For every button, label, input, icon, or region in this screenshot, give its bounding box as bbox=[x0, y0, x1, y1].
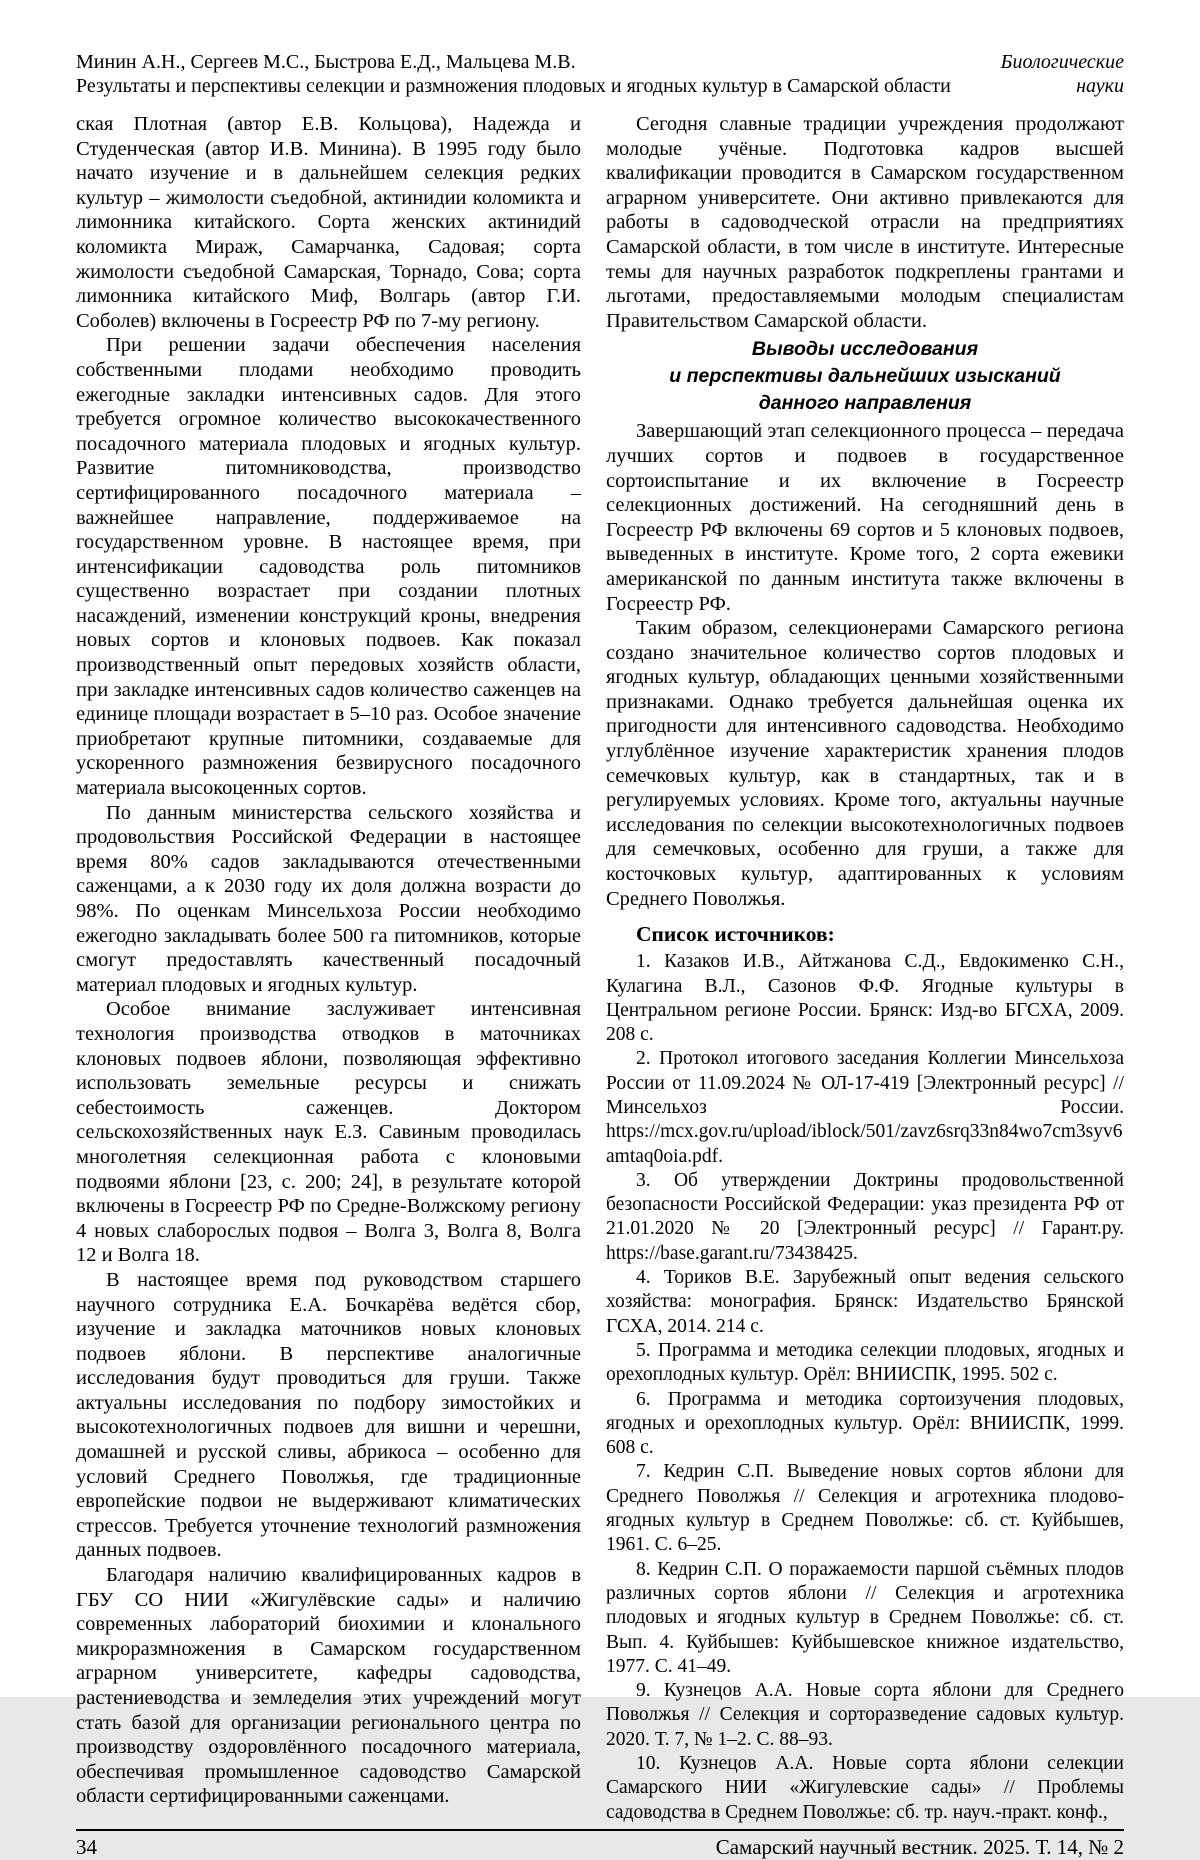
paragraph: Таким образом, селекционерами Самарского региона создано значительное количество сортов плодовых и ягодных культур, обладающих ценными хозяйственными признаками. Однако требуется дальнейшая оценка их пригодности для интенсивного садоводства. Необходимо углублённое изучение характеристик хранения плодов семечковых культур, как в стандартных, так и в регулируемых условиях. Кроме того, актуальны научные исследования по селекции высокотехнологичных подвоев для семечковых, особенно для груши, а также для косточковых культур, адаптированных к условиям Среднего Поволжья. bbox=[606, 617, 1124, 910]
header-row-1 bbox=[76, 50, 1124, 74]
reference-item: 10. Кузнецов А.А. Новые сорта яблони селекции Самарского НИИ «Жигулевские сады» // Проблемы садоводства в Среднем Поволжье: сб. тр. науч.-практ. конф., bbox=[606, 1753, 1124, 1823]
article-body bbox=[76, 112, 1124, 1825]
reference-item: 5. Программа и методика селекции плодовых, ягодных и орехоплодных культур. Орёл: ВНИИСПК, 1995. 502 с. bbox=[606, 1339, 1124, 1386]
reference-item: 3. Об утверждении Доктрины продовольственной безопасности Российской Федерации: указ президента РФ от 21.01.2020 № 20 [Электронный ресурс] // Гарант.ру. https://base.garant.ru/73438425. bbox=[606, 1169, 1124, 1264]
paragraph: Сегодня славные традиции учреждения продолжают молодые учёные. Подготовка кадров высшей квалификации проводится в Самарском государственном аграрном университете. Они активно привлекаются для работы в садоводческой отрасли на предприятиях Самарской области, в том числе в институте. Интересные темы для научных разработок подкреплены грантами и льготами, предоставляемыми молодым специалистам Правительством Самарской области. bbox=[606, 113, 1124, 332]
reference-item: 9. Кузнецов А.А. Новые сорта яблони для Среднего Поволжья // Селекция и сорторазведение садовых культур. 2020. Т. 7, № 1–2. С. 88–93. bbox=[606, 1680, 1124, 1750]
header-authors: Минин А.Н., Сергеев М.С., Быстрова Е.Д., Мальцева М.В. bbox=[76, 51, 576, 73]
conclusions-heading-line: и перспективы дальнейших изысканий bbox=[669, 365, 1061, 388]
right-column bbox=[606, 112, 1124, 1825]
paragraph: Особое внимание заслуживает интенсивная технология производства отводков в маточниках клоновых подвоев яблони, позволяющая эффективно использовать земельные ресурсы и снижать себестоимость саженцев. Доктором сельскохозяйственных наук Е.З. Савиным проводилась многолетняя селекционная работа с клоновыми подвоями яблони [23, с. 200; 24], в результате которой включены в Госреестр РФ по Средне-Волжскому региону 4 новых слаборослых подвоя – Волга 3, Волга 8, Волга 12 и Волга 18. bbox=[76, 998, 581, 1267]
reference-item: 1. Казаков И.В., Айтжанова С.Д., Евдокименко С.Н., Кулагина В.Л., Сазонов Ф.Ф. Ягодные культуры в Центральном регионе России. Брянск: Изд-во БГСХА, 2009. 208 с. bbox=[606, 951, 1124, 1046]
reference-item: 7. Кедрин С.П. Выведение новых сортов яблони для Среднего Поволжья // Селекция и агротехника плодово-ягодных культур в Среднем Поволжье: сб. ст. Куйбышев, 1961. С. 6–25. bbox=[606, 1461, 1124, 1556]
header-row-2 bbox=[76, 74, 1124, 98]
paragraph: В настоящее время под руководством старшего научного сотрудника Е.А. Бочкарёва ведётся сбор, изучение и закладка маточников новых клоновых подвоев яблони. В перспективе аналогичные исследования будут проводиться для груши. Также актуальны исследования по подбору зимостойких и высокотехнологичных подвоев для вишни и черешни, домашней и русской сливы, абрикоса – особенно для условий Среднего Поволжья, где традиционные европейские подвои не выдерживают климатических стрессов. Требуется уточнение технологий размножения данных подвоев. bbox=[76, 1268, 581, 1562]
reference-item: 4. Ториков В.Е. Зарубежный опыт ведения сельского хозяйства: монография. Брянск: Издательство Брянской ГСХА, 2014. 214 с. bbox=[606, 1267, 1124, 1337]
paragraph-continuation: ская Плотная (автор Е.В. Кольцова), Надежда и Студенческая (автор И.В. Минина). В 1995 году было начато изучение и в дальнейшем селекция редких культур – жимолости съедобной, актинидии коломикта и лимонника китайского. Сорта женских актинидий коломикта Мираж, Самарчанка, Садовая; сорта жимолости съедобной Самарская, Торнадо, Сова; сорта лимонника китайского Миф, Волгарь (автор Г.И. Соболев) включены в Госреестр РФ по 7-му региону. bbox=[76, 113, 581, 332]
paragraph: По данным министерства сельского хозяйства и продовольствия Российской Федерации в настоящее время 80% садов закладываются отечественными саженцами, а к 2030 году их доля должна возрасти до 98%. По оценкам Минсельхоза России необходимо ежегодно закладывать более 500 га питомников, которые смогут предоставлять качественный посадочный материал плодовых и ягодных культур. bbox=[76, 801, 581, 996]
header-section-line2: науки bbox=[1076, 75, 1124, 97]
header-section-line1: Биологические bbox=[1000, 51, 1124, 73]
page-number: 34 bbox=[76, 1835, 97, 1860]
page-footer bbox=[76, 1829, 1124, 1860]
paragraph: Благодаря наличию квалифицированных кадров в ГБУ СО НИИ «Жигулёвские сады» и наличию современных лабораторий биохимии и клонального микроразмножения в Самарском государственном аграрном университете, кафедры садоводства, растениеводства и земледелия этих учреждений могут стать базой для организации регионального центра по производству оздоровлённого посадочного материала, обеспечивая промышленное садоводство Самарской области сертифицированными саженцами. bbox=[76, 1564, 581, 1808]
reference-item: 2. Протокол итогового заседания Коллегии Минсельхоза России от 11.09.2024 № ОЛ-17-419 [Электронный ресурс] // Минсельхоз России. https://mcx.gov.ru/upload/iblock/501/zavz6srq33n84wo7cm3syv6amtaq0oia.pdf. bbox=[606, 1048, 1124, 1167]
reference-item: 6. Программа и методика сортоизучения плодовых, ягодных и орехоплодных культур. Орёл: ВНИИСПК, 1999. 608 с. bbox=[606, 1388, 1124, 1459]
conclusions-heading bbox=[606, 336, 1124, 417]
header-running-title: Результаты и перспективы селекции и размножения плодовых и ягодных культур в Самарской области bbox=[76, 75, 951, 97]
footer-row bbox=[76, 1831, 1124, 1860]
journal-info: Самарский научный вестник. 2025. Т. 14, № 2 bbox=[715, 1835, 1124, 1860]
conclusions-heading-line: Выводы исследования bbox=[751, 338, 979, 361]
reference-item: 8. Кедрин С.П. О поражаемости паршой съёмных плодов различных сортов яблони // Селекция и агротехника плодовых и ягодных культур в Среднем Поволжье: сб. ст. Вып. 4. Куйбышев: Куйбышевское книжное издательство, 1977. С. 41–49. bbox=[606, 1558, 1124, 1677]
conclusions-heading-line: данного направления bbox=[758, 392, 972, 415]
paragraph: При решении задачи обеспечения населения собственными плодами необходимо проводить ежегодные закладки интенсивных садов. Для этого требуется огромное количество высококачественного посадочного материала плодовых и ягодных культур. Развитие питомниководства, производство сертифицированного посадочного материала – важнейшее направление, поддерживаемое на государственном уровне. В настоящее время, при интенсификации садоводства роль питомников существенно возрастает при создании плотных насаждений, изменении конструкций кроны, внедрения новых сортов и клоновых подвоев. Как показал производственный опыт передовых хозяйств области, при закладке интенсивных садов количество саженцев на единице площади возрастает в 5–10 раз. Особое значение приобретают крупные питомники, создаваемые для ускоренного размножения безвирусного посадочного материала высокоценных сортов. bbox=[76, 334, 581, 800]
references-heading: Список источников: bbox=[636, 922, 835, 947]
paragraph: Завершающий этап селекционного процесса – передача лучших сортов и подвоев в государственное сортоиспытание и их включение в Госреестр селекционных достижений. На сегодняшний день в Госреестр РФ включены 69 сортов и 5 клоновых подвоев, выведенных в институте. Кроме того, 2 сорта ежевики американской по данным института также включены в Госреестр РФ. bbox=[606, 420, 1124, 615]
page-header bbox=[76, 50, 1124, 98]
left-column bbox=[76, 112, 581, 1825]
